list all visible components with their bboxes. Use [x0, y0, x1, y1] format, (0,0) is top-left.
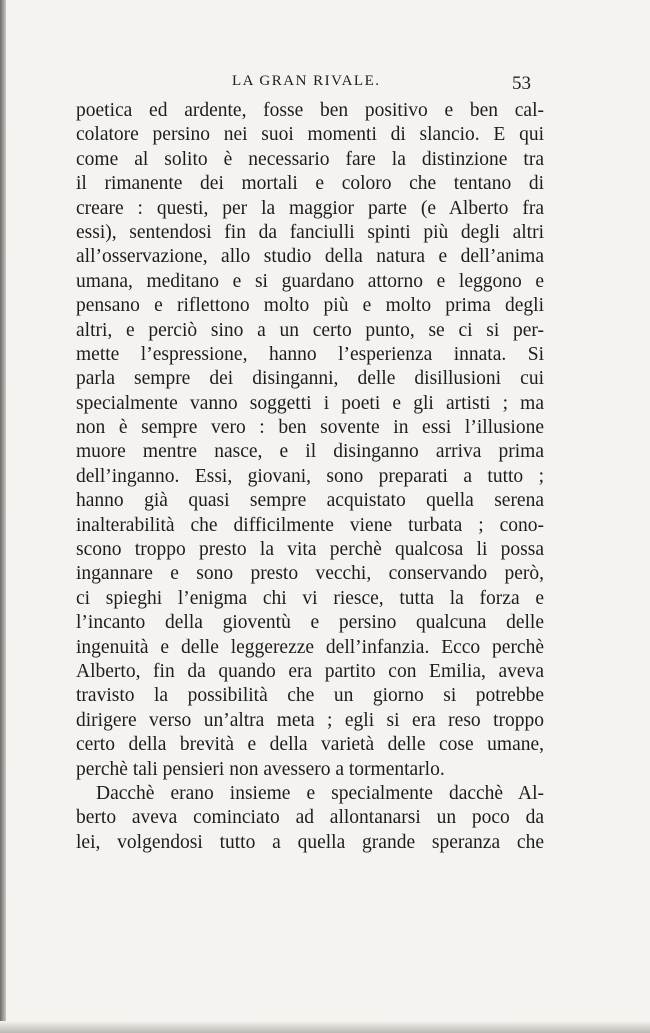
text-line: non è sempre vero : ben sovente in essi l’illusione: [76, 417, 544, 439]
text-line: certo della brevità e della varietà delle cose umane,: [76, 734, 544, 756]
text-line: colatore persino nei suoi momenti di slancio. E qui: [76, 124, 544, 146]
text-line: altri, e perciò sino a un certo punto, se ci si per-: [76, 319, 544, 341]
paragraph-end-line: perchè tali pensieri non avessero a tormentarlo.: [76, 758, 445, 780]
text-line: come al solito è necessario fare la distinzione tra: [76, 148, 544, 170]
text-line: dell’inganno. Essi, giovani, sono preparati a tutto ;: [76, 465, 544, 487]
text-line: creare : questi, per la maggior parte (e Alberto fra: [76, 197, 544, 219]
text-line: all’osservazione, allo studio della natura e dell’anima: [76, 246, 544, 268]
text-line: berto aveva cominciato ad allontanarsi un poco da: [76, 807, 544, 829]
text-line: ingenuità e delle leggerezze dell’infanzia. Ecco perchè: [76, 636, 544, 658]
text-line: il rimanente dei mortali e coloro che tentano di: [76, 173, 544, 195]
text-line: dirigere verso un’altra meta ; egli si era reso troppo: [76, 709, 544, 731]
text-line: poetica ed ardente, fosse ben positivo e ben cal-: [76, 100, 544, 121]
text-line: specialmente vanno soggetti i poeti e gli artisti ; ma: [76, 392, 544, 414]
text-line: essi), sentendosi fin da fanciulli spinti più degli altri: [76, 221, 544, 243]
paragraph-start-line: Dacchè erano insieme e specialmente dacchè Al-: [96, 782, 544, 804]
text-line: ingannare e sono presto vecchi, conservando però,: [76, 563, 544, 585]
text-line: inalterabilità che difficilmente viene turbata ; cono-: [76, 514, 544, 536]
text-line: scono troppo presto la vita perchè qualcosa li possa: [76, 539, 544, 561]
page-number: 53: [512, 73, 531, 94]
page-bottom-shadow: [0, 1021, 650, 1033]
text-line: hanno già quasi sempre acquistato quella serena: [76, 490, 544, 512]
body-text: [76, 99, 544, 855]
text-line: parla sempre dei disinganni, delle disillusioni cui: [76, 368, 544, 390]
text-line: lei, volgendosi tutto a quella grande speranza che: [76, 831, 544, 853]
text-line: ci spieghi l’enigma chi vi riesce, tutta la forza e: [76, 587, 544, 609]
text-line: Alberto, fin da quando era partito con Emilia, aveva: [76, 660, 544, 682]
running-title: LA GRAN RIVALE.: [232, 73, 381, 89]
text-line: muore mentre nasce, e il disinganno arriva prima: [76, 441, 544, 463]
text-line: mette l’espressione, hanno l’esperienza innata. Si: [76, 343, 544, 365]
text-line: travisto la possibilità che un giorno si potrebbe: [76, 685, 544, 707]
text-line: l’incanto della gioventù e persino qualcuna delle: [76, 612, 544, 634]
text-line: pensano e riflettono molto più e molto prima degli: [76, 295, 544, 317]
page-gutter-shadow: [0, 0, 6, 1033]
text-line: umana, meditano e si guardano attorno e leggono e: [76, 270, 544, 292]
